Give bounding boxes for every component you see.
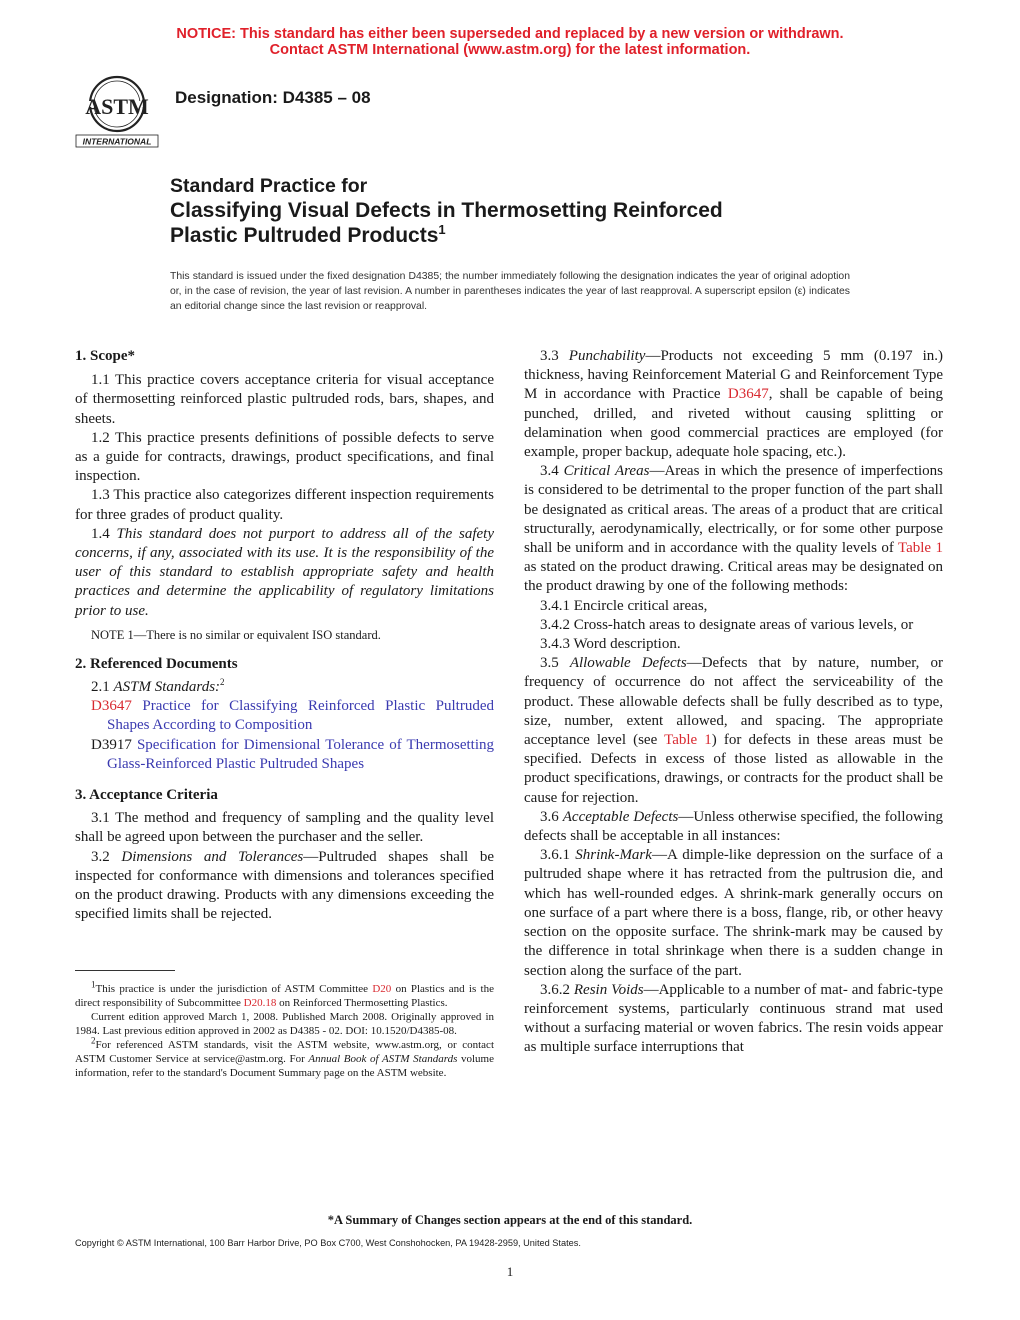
footnote-1-sup: 1	[91, 979, 96, 990]
para-3-4-num: 3.4	[540, 463, 559, 480]
ref-d3647-code[interactable]: D3647	[91, 698, 132, 715]
para-3-6-2-num: 3.6.2	[540, 981, 570, 998]
right-column	[524, 347, 943, 1058]
para-3-6-1-text: —A dimple-like depression on the surface of a pultruded shape where it has retracted from the pultrusion die, and which has well-rounded edges. A shrink-mark generally occurs on one surface of a part where there is a boss, flange, rib, or other heavy section on the opposite surface. The shrink-mark may be caused by the difference in total shrinkage when there is a sudden change in section along the surface of the part.	[524, 847, 943, 979]
footnote-2-italic: Annual Book of ASTM Standards	[308, 1053, 458, 1065]
practice-d3647-link[interactable]: D3647	[727, 386, 769, 403]
footnotes	[75, 979, 494, 1080]
para-3-5-num: 3.5	[540, 655, 559, 672]
para-1-1: 1.1 This practice covers acceptance criteria for visual acceptance of thermosetting reinforced plastic pultruded rods, bars, shapes, and sheets.	[75, 372, 494, 427]
para-3-3	[524, 347, 943, 462]
para-3-4-text-b: as stated on the product drawing. Critical areas may be designated on the product drawing by one of the following methods:	[524, 559, 943, 595]
footnote-2-text-a: For referenced ASTM standards, visit the ASTM website, www.astm.org, or contact ASTM Customer Service at service@astm.org. For	[75, 1039, 494, 1065]
footnote-1-text-c: on Reinforced Thermosetting Plastics.	[276, 997, 448, 1009]
para-3-4-text-a: —Areas in which the presence of imperfections is considered to be detrimental to the proper function of the part shall be designated as critical areas. The areas of a product that are critical structurally, aerodynamically, electrically, or for some other purpose shall be uniform and in accordance with the quality levels of	[524, 463, 944, 557]
para-3-3-term: Punchability	[568, 348, 646, 364]
para-1-4-num: 1.4	[91, 525, 110, 542]
left-column	[75, 347, 494, 924]
notice-line-1: NOTICE: This standard has either been superseded and replaced by a new version or withdrawn.	[176, 26, 844, 42]
para-3-3-text-b: , shall be capable of being punched, drilled, and riveted without causing splitting or delamination when good commercial practices are employed (for example, proper backup, adequate hole spacing, etc.).	[524, 386, 943, 461]
para-3-2-term: Dimensions and Tolerances	[121, 848, 304, 865]
designation: Designation: D4385 – 08	[175, 88, 371, 107]
para-3-2	[75, 848, 494, 925]
table-1-link[interactable]: Table 1	[897, 540, 943, 557]
footnote-2-sup: 2	[91, 1035, 96, 1046]
ref-d3917-code[interactable]: D3917	[91, 736, 132, 753]
issued-note: This standard is issued under the fixed designation D4385; the number immediately following the designation indicates the year of original adoption or, in the case of revision, the year of last revision. A number in parentheses indicates the year of last reapproval. A superscript epsilon (ε) indicates an editorial change since the last revision or reapproval.	[170, 271, 850, 312]
title-footnote-ref: 1	[438, 222, 446, 237]
ref-d3917-title[interactable]: Specification for Dimensional Tolerance of Thermosetting Glass-Reinforced Plastic Pultruded Shapes	[107, 736, 494, 772]
copyright: Copyright © ASTM International, 100 Barr Harbor Drive, PO Box C700, West Conshohocken, PA 19428-2959, United States.	[75, 1238, 581, 1248]
para-2-1-text: ASTM Standards:	[113, 679, 221, 696]
para-3-6-1-num: 3.6.1	[540, 847, 570, 864]
committee-d20-link[interactable]: D20	[372, 983, 392, 995]
section-1-heading: 1. Scope*	[75, 348, 135, 364]
para-3-2-num: 3.2	[91, 848, 110, 865]
para-3-5-text-a: —Defects that by nature, number, or frequency of occurrence do not affect the serviceability of the product. These allowable defects shall be fully described as to type, size, number, extent allowed, and spacing. The appropriate acceptance level (see	[524, 655, 943, 749]
title-line-3-text: Plastic Pultruded Products	[170, 224, 439, 247]
page-number: 1	[506, 1264, 514, 1279]
logo-subtext: INTERNATIONAL	[82, 136, 152, 147]
footnote-ref-2: 2	[220, 677, 225, 688]
logo-text: ASTM	[85, 94, 149, 119]
para-2-1	[75, 678, 494, 697]
table-1-link-2[interactable]: Table 1	[664, 732, 712, 749]
para-3-5-text-b: ) for defects in these areas must be specified. Defects in excess of those listed as allowable in the product specifications, drawings, or contracts for the product shall be cause for rejection.	[524, 732, 943, 806]
para-3-4-term: Critical Areas	[563, 463, 650, 480]
para-3-3-text-a: —Products not exceeding 5 mm (0.197 in.) thickness, having Reinforcement Material G and Reinforcement Type M in accordance with Practice	[524, 348, 944, 403]
title-block	[170, 198, 723, 248]
ref-d3647-title[interactable]: Practice for Classifying Reinforced Plastic Pultruded Shapes According to Composition	[107, 698, 495, 734]
footnote-edition: Current edition approved March 1, 2008. Published March 2008. Originally approved in 1984. Last previous edition approved in 2002 as D4385 - 02. DOI: 10.1520/D4385-08.	[75, 1011, 494, 1037]
para-3-6-num: 3.6	[540, 808, 559, 825]
para-3-6-2	[524, 981, 943, 1058]
title-line-3	[170, 223, 723, 248]
para-3-3-num: 3.3	[540, 348, 559, 364]
para-3-2-text: —Pultruded shapes shall be inspected for conformance with dimensions and tolerances specified on the product drawing. Products with any dimensions exceeding the specified limits shall be rejected.	[75, 848, 494, 923]
section-2-heading: 2. Referenced Documents	[75, 655, 238, 672]
ref-d3647[interactable]	[91, 697, 494, 735]
title-line-2: Classifying Visual Defects in Thermosetting Reinforced	[170, 199, 723, 222]
subcommittee-d20-18-link[interactable]: D20.18	[243, 997, 277, 1009]
astm-logo	[72, 74, 162, 150]
para-3-4-1: 3.4.1 Encircle critical areas,	[540, 597, 708, 614]
summary-of-changes-note: *A Summary of Changes section appears at the end of this standard.	[327, 1213, 693, 1227]
para-2-1-num: 2.1	[91, 679, 110, 696]
ref-d3917[interactable]	[91, 736, 494, 774]
notice-line-2: Contact ASTM International (www.astm.org) for the latest information.	[269, 42, 751, 58]
para-1-2: 1.2 This practice presents definitions of possible defects to serve as a guide for contracts, drawings, product specifications, and final inspection.	[75, 429, 494, 485]
footnote-2	[75, 1035, 494, 1080]
para-3-5-term: Allowable Defects	[569, 655, 687, 672]
para-3-6	[524, 808, 943, 846]
footnote-divider	[75, 970, 175, 971]
para-3-1: 3.1 The method and frequency of sampling and the quality level shall be agreed upon between the purchaser and the seller.	[75, 810, 494, 846]
para-3-6-2-term: Resin Voids	[573, 981, 644, 998]
para-3-5	[524, 654, 943, 808]
para-1-4-text: This standard does not purport to address all of the safety concerns, if any, associated with its use. It is the responsibility of the user of this standard to establish appropriate safety and health practices and determine the applicability of regulatory limitations prior to use.	[75, 525, 495, 619]
para-1-3: 1.3 This practice also categorizes different inspection requirements for three grades of product quality.	[75, 487, 494, 523]
para-3-6-term: Acceptable Defects	[562, 808, 679, 825]
section-3-heading: 3. Acceptance Criteria	[75, 787, 218, 804]
title-line-1: Standard Practice for	[170, 175, 368, 197]
para-3-6-text: —Unless otherwise specified, the following defects shall be acceptable in all instances:	[524, 808, 944, 845]
footnote-2-text-b: volume information, refer to the standard's Document Summary page on the ASTM website.	[75, 1053, 494, 1079]
para-1-4	[75, 525, 494, 621]
note-1: NOTE 1—There is no similar or equivalent ISO standard.	[91, 627, 381, 642]
para-3-4-3: 3.4.3 Word description.	[540, 636, 681, 653]
footnote-1	[75, 979, 494, 1010]
para-3-6-1	[524, 846, 943, 980]
para-3-6-1-term: Shrink-Mark	[575, 847, 652, 864]
footnote-1-text-a: This practice is under the jurisdiction of ASTM Committee	[95, 983, 373, 995]
para-3-6-2-text: —Applicable to a number of mat- and fabric-type reinforcement systems, particularly continuous strand mat used without a surfacing material or woven fabrics. The resin voids appear as multiple surface interruptions that	[524, 981, 944, 1056]
para-3-4-2: 3.4.2 Cross-hatch areas to designate areas of various levels, or	[540, 616, 914, 633]
footnote-1-text-b: on Plastics and is the direct responsibility of Subcommittee	[75, 983, 494, 1009]
para-3-4	[524, 462, 943, 596]
